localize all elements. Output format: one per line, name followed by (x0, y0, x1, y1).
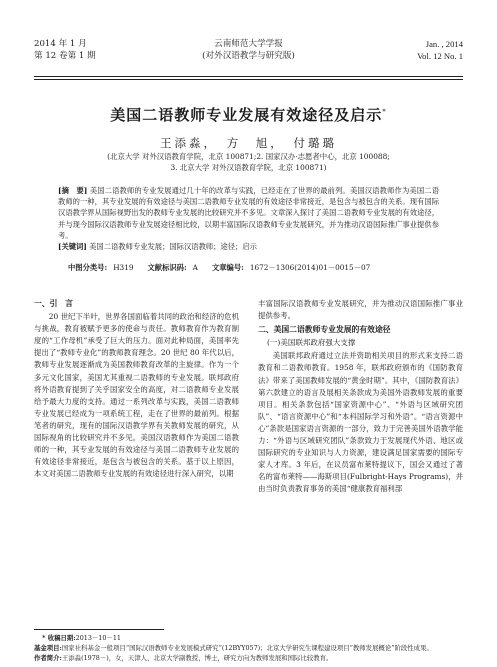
affiliations (40, 151, 457, 173)
abstract-label: [摘 要] (58, 186, 88, 195)
code-label: 文章编号: (211, 263, 244, 272)
journal-name (34, 38, 463, 62)
fund-info (34, 643, 463, 653)
paper-title-text: 美国二语教师专业发展有效途径及启示 (110, 106, 383, 124)
header-rule-thick (34, 76, 463, 77)
journal-title: 云南师范大学学报 (214, 39, 283, 49)
code-label: 文献标识码: (147, 263, 187, 272)
footnote-rule (34, 629, 164, 630)
affiliation-line: (北京大学 对外汉语教育学院，北京 100871;2. 国家汉办·志愿者中心，北京 100088; (107, 152, 390, 161)
footnote (34, 633, 463, 664)
footnote-text: 2013－10－11 (75, 634, 121, 642)
received-date (34, 633, 463, 643)
code-value: 1672－1306(2014)01－0015－07 (249, 263, 371, 272)
footnote-label: 作者简介: (34, 654, 62, 663)
title-footnote-mark: * (382, 108, 387, 116)
left-column (34, 298, 239, 480)
issue-volume-en-line: Vol. 12 No. 1 (417, 51, 463, 61)
issue-date-line: 2014 年 1 月 (34, 39, 87, 49)
body-paragraph: 美国联邦政府通过立法并资助相关项目的形式来支持二语教育和二语教师教育。1958 年，联邦政府颁布的《国防教育法》带来了美国教师发展的“黄金时期”。其中，《国防教育法》第六款建立的语言及展相关条款成为美国外语教师发展的重要项目。相关条款包括“国家资源中心”、“外语与区域研究团队”、“语言资源中心”和“本科国际学习和外语”。“语言资源中心”条款是国家语言资源的一部分，致力于完善美国外语教学能力：“外语与区域研究团队”条款致力于发展现代外语、地区或国际研究的专业知识与人力资源，建设满足国家需要的国际专家人才库。3 年后，在议员富布莱特提议下，国会又通过了著名的富布莱特——海斯项目(Fulbright-Hays Programs)，并由当时负责教育事务的美国“健康教育福利部 (258, 351, 463, 494)
code-value: H319 (113, 263, 134, 272)
footnote-label: * 收稿日期: (42, 634, 76, 642)
abstract-text: 美国二语教师的专业发展通过几十年的改革与实践，已经走在了世界的最前列。美国汉语教师作为美国二语教师的一种，其专业发展的有效途径与美国二语教师专业发展的有效途径非常接近，是包含与被包含的关系。现有国际汉语教学界从国际视野出发的教师专业发展的比较研究并不多见。文章深入探讨了美国二语教师专业发展的有效途径，并与现今国际汉语教师专业发展途径相比较，以期丰富国际汉语教师专业发展研究，并为推动汉语国际推广事业提供参考。 (58, 186, 440, 240)
clc-code (68, 263, 133, 273)
author-bio (34, 653, 463, 663)
header-rule-thin (34, 79, 463, 80)
running-header (34, 38, 463, 72)
keywords (58, 241, 439, 252)
article-number (212, 263, 370, 273)
right-column (258, 298, 463, 496)
doc-code (147, 263, 197, 273)
journal-edition: (对外汉语教学与研究版) (202, 51, 295, 61)
footnote-text: 王添淼(1978－)，女，天津人，北京大学副教授，博士，研究方向为教师发展和国际比较教育。 (61, 654, 333, 663)
issue-volume-line: 第 12 卷第 1 期 (34, 51, 96, 61)
paper-title (0, 104, 497, 125)
subsection-heading: (一)美国联邦政府强大支撑 (267, 338, 356, 348)
section-heading: 二、美国二语教师专业发展的有效途径 (258, 325, 391, 335)
abstract (58, 185, 439, 241)
author-list: 王添淼， 方 旭， 付璐璐 (160, 136, 337, 150)
affiliation-line: 3. 北京大学 对外汉语教育学院，北京 100871) (170, 163, 327, 172)
keywords-label: [关键词] (58, 242, 87, 252)
footnote-text: 国家社科基金一般项目“国际汉语教师专业发展模式研究”(12BYY057)；北京大学研究生课程建设项目“教师发展概论”阶段性成果。 (61, 644, 433, 653)
footnote-label: 基金项目: (34, 644, 62, 653)
issue-date-en-line: Jan. , 2014 (425, 39, 463, 49)
keywords-text: 美国二语教师专业发展；国际汉语教师；途径；启示 (89, 242, 257, 252)
issue-date-en (417, 38, 463, 62)
code-label: 中图分类号: (68, 263, 108, 272)
abstract-block (58, 185, 439, 252)
body-paragraph: 20 世纪下半叶，世界各国面临着共同的政治和经济的危机与挑战，教育被赋予更多的使命与责任。教师教育作为教育制度的“工作母机”承受了巨大的压力。面对此种局面，美国率先提出了“教师专业化”的教师教育理念。20 世纪 80 年代以后，教师专业发展逐渐成为美国教师教育改革的主旋律。作为一个多元文化国家，美国尤其重视二语教师的专业发展。联邦政府将外语教育提到了关乎国家安全的高度，对二语教师专业发展给予最大力度的支持。通过一系列改革与实践，美国二语教师专业发展已经成为一项系统工程，走在了世界的最前列。根据笔者的研究，现有的国际汉语教学界有关教师发展的研究，从国际视角的比较研究并不多见。美国汉语教师作为美国二语教师的一种，其专业发展的有效途径与美国二语教师专业发展的有效途径非常接近，是包含与被包含的关系。基于以上原因，本文对美国二语教师专业发展的有效途径进行深入研究，以期 (34, 312, 239, 479)
body-paragraph: 丰富国际汉语教师专业发展研究，并为推动汉语国际推广事业提供参考。 (258, 299, 463, 321)
classification-codes (68, 263, 457, 273)
section-heading: 一、引 言 (34, 299, 73, 308)
code-value: A (192, 263, 198, 272)
